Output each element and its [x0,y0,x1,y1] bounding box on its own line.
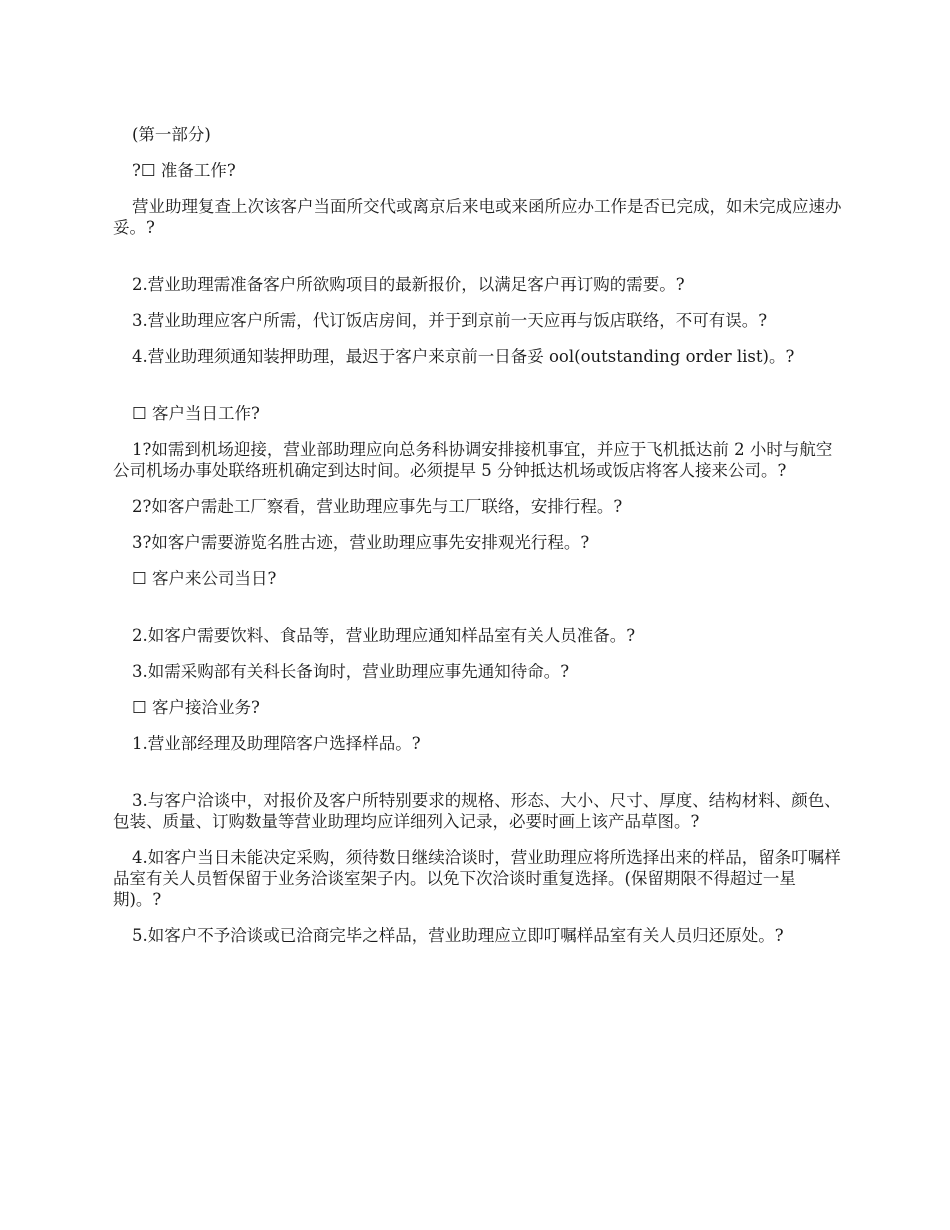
paragraph-airport-pickup: 1?如需到机场迎接，营业部助理应向总务科协调安排接机事宜，并应于飞机抵达前 2 小时与航空公司机场办事处联络班机确定到达时间。必须提早 5 分钟抵达机场或饭店将客人接来公司。? [113,440,833,480]
paragraph-sightseeing: 3?如客户需要游览名胜古迹，营业助理应事先安排观光行程。? [132,533,590,552]
section-heading-part-one: (第一部分) [132,125,211,144]
paragraph-factory-visit: 2?如客户需赴工厂察看，营业助理应事先与工厂联络，安排行程。? [132,497,623,516]
paragraph-negotiation-record: 3.与客户洽谈中，对报价及客户所特别要求的规格、形态、大小、尺寸、厚度、结构材料、颜色、包装、质量、订购数量等营业助理均应详细列入记录，必要时画上该产品草图。? [113,791,841,831]
paragraph-purchasing-standby: 3.如需采购部有关科长备询时，营业助理应事先通知待命。? [132,662,570,681]
paragraph-sample-return: 5.如客户不予洽谈或已洽商完毕之样品，营业助理应立即叮嘱样品室有关人员归还原处。? [132,926,784,945]
section-heading-business-negotiation: ☐ 客户接洽业务? [132,698,260,717]
paragraph-hotel-booking: 3.营业助理应客户所需，代订饭店房间，并于到京前一天应再与饭店联络，不可有误。? [132,311,768,330]
section-heading-company-visit: ☐ 客户来公司当日? [132,569,277,588]
paragraph-latest-quote: 2.营业助理需准备客户所欲购项目的最新报价，以满足客户再订购的需要。? [132,275,685,294]
paragraph-outstanding-order-list: 4.营业助理须通知装押助理，最迟于客户来京前一日备妥 ool(outstanding order list)。? [132,347,795,366]
paragraph-sample-selection: 1.营业部经理及助理陪客户选择样品。? [132,734,421,753]
paragraph-review-previous-work: 营业助理复查上次该客户当面所交代或离京后来电或来函所应办工作是否已完成，如未完成应速办妥。? [113,197,842,237]
paragraph-sample-retention: 4.如客户当日未能决定采购，须待数日继续洽谈时，营业助理应将所选择出来的样品，留条叮嘱样品室有关人员暂保留于业务洽谈室架子内。以免下次洽谈时重复选择。(保留期限不得超过一星期)。? [113,848,841,909]
paragraph-refreshments: 2.如客户需要饮料、食品等，营业助理应通知样品室有关人员准备。? [132,626,636,645]
document-body [113,124,843,946]
section-heading-preparation: ?☐ 准备工作? [132,161,236,180]
section-heading-customer-day: ☐ 客户当日工作? [132,404,260,423]
